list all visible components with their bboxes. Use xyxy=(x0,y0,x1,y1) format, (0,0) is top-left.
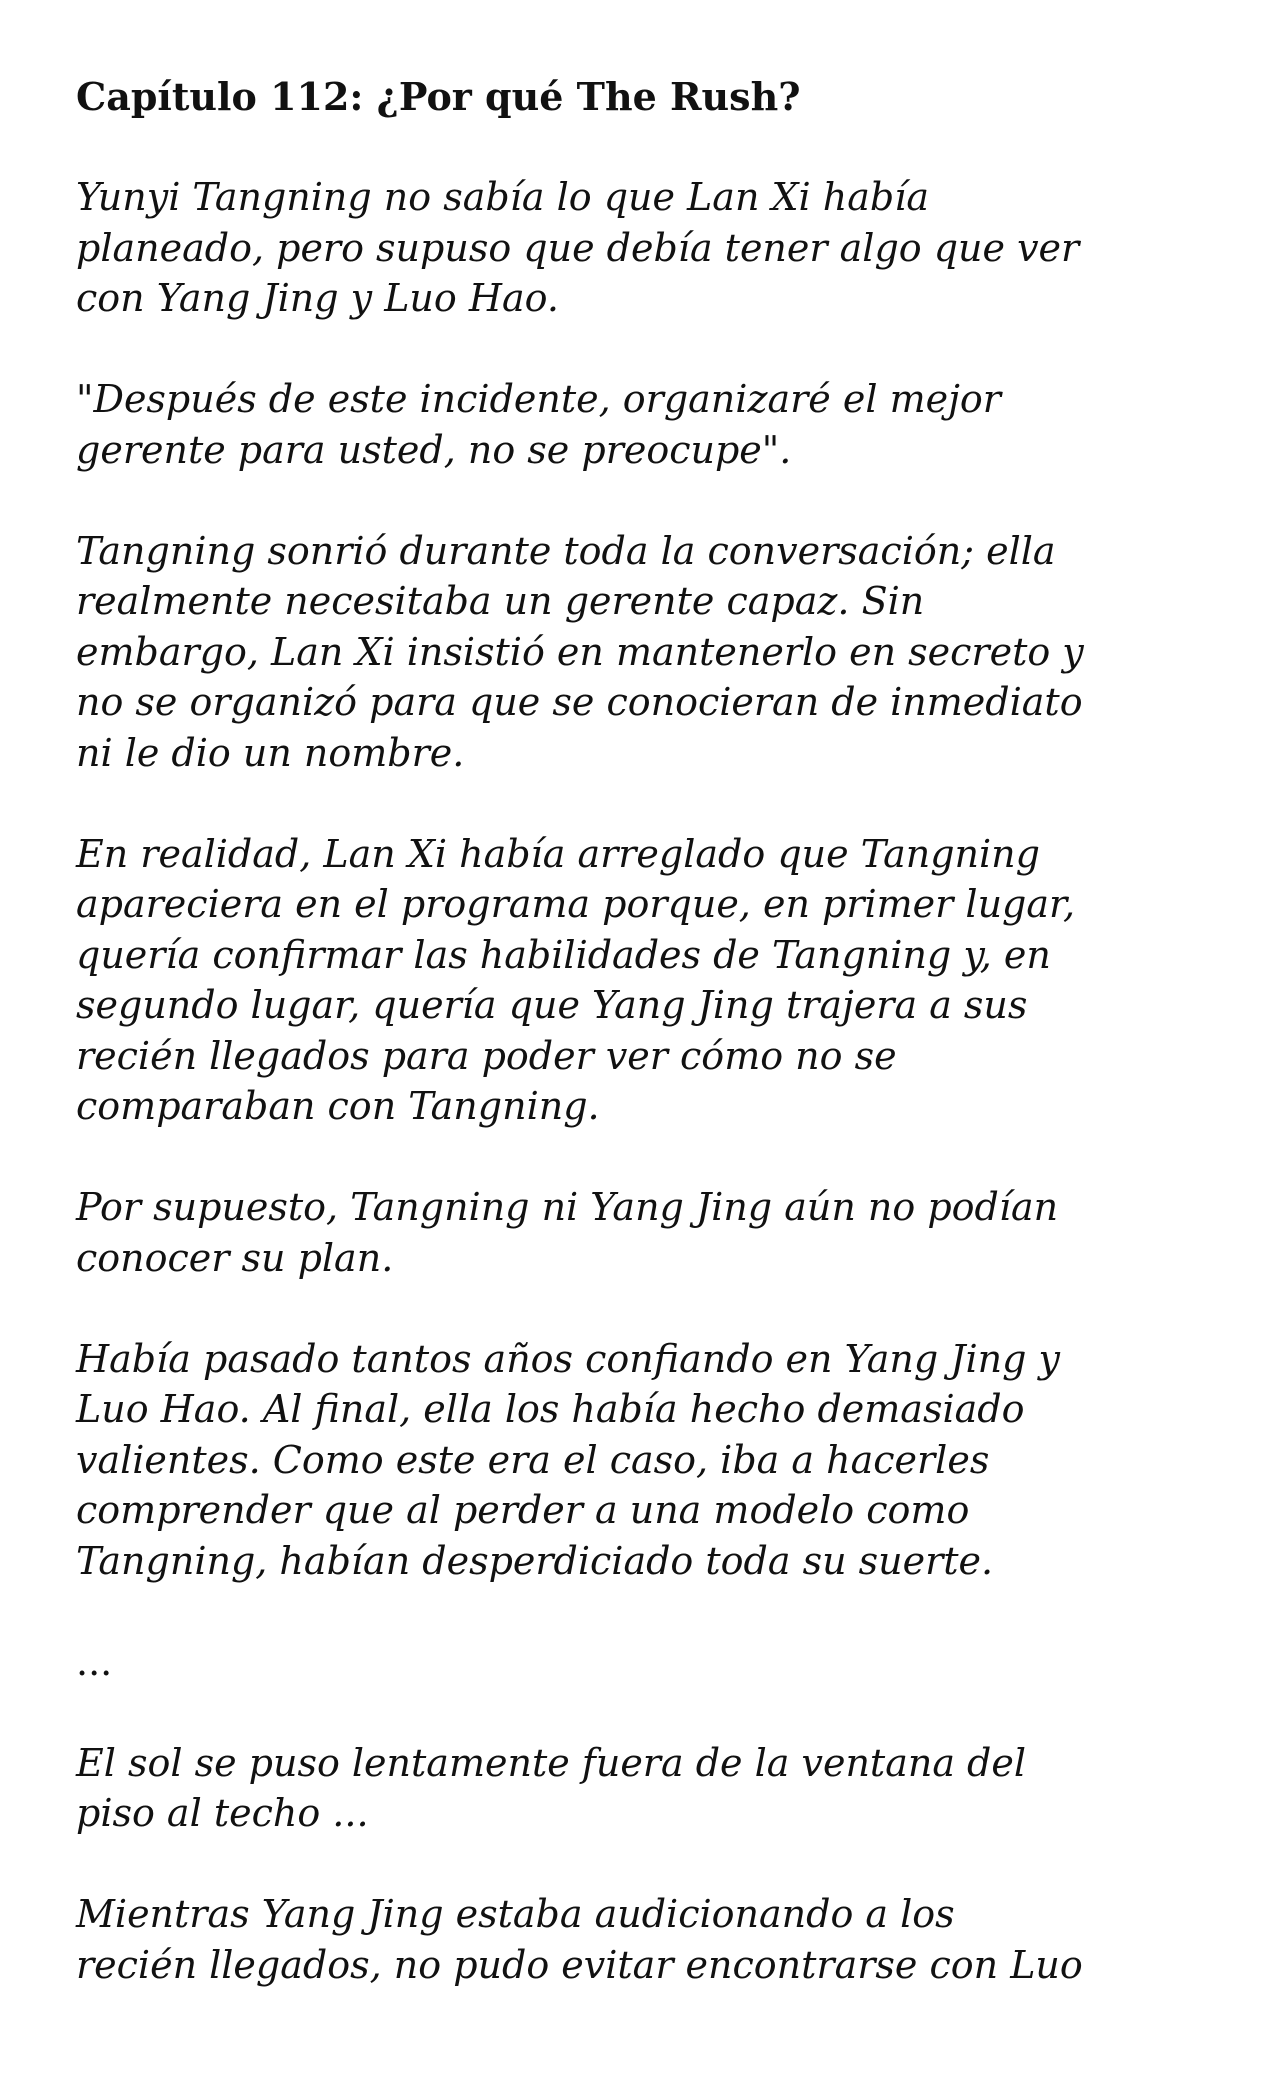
paragraph-8: Mientras Yang Jing estaba audicionando a los recién llegados, no pudo evitar encontrarse con Luo xyxy=(76,1892,1083,1987)
paragraph-3: Tangning sonrió durante toda la conversación; ella realmente necesitaba un gerente capaz. Sin embargo, Lan Xi insistió en mantenerlo en secreto y no se organizó para que se conocieran de inmediato ni le dio un nombre. xyxy=(76,528,1084,775)
chapter-title: Capítulo 112: ¿Por qué The Rush? xyxy=(76,74,801,119)
paragraph-7: El sol se puso lentamente fuera de la ventana del piso al techo ... xyxy=(76,1740,1027,1835)
paragraph-4: En realidad, Lan Xi había arreglado que Tangning apareciera en el programa porque, en primer lugar, quería confirmar las habilidades de Tangning y, en segundo lugar, quería que Yang Jing trajera a sus recién llegados para poder ver cómo no se comparaban con Tangning. xyxy=(76,831,1076,1128)
paragraph-6: Había pasado tantos años confiando en Yang Jing y Luo Hao. Al final, ella los había hecho demasiado valientes. Como este era el caso, iba a hacerles comprender que al perder a una modelo como Tangning, habían desperdiciado toda su suerte. xyxy=(76,1336,1060,1583)
paragraph-1: Yunyi Tangning no sabía lo que Lan Xi había planeado, pero supuso que debía tener algo que ver con Yang Jing y Luo Hao. xyxy=(76,175,1080,320)
paragraph-5: Por supuesto, Tangning ni Yang Jing aún no podían conocer su plan. xyxy=(76,1185,1059,1280)
scene-break: ... xyxy=(76,1639,113,1684)
document-page xyxy=(76,72,1216,2041)
paragraph-2: "Después de este incidente, organizaré el mejor gerente para usted, no se preocupe". xyxy=(76,377,1001,472)
